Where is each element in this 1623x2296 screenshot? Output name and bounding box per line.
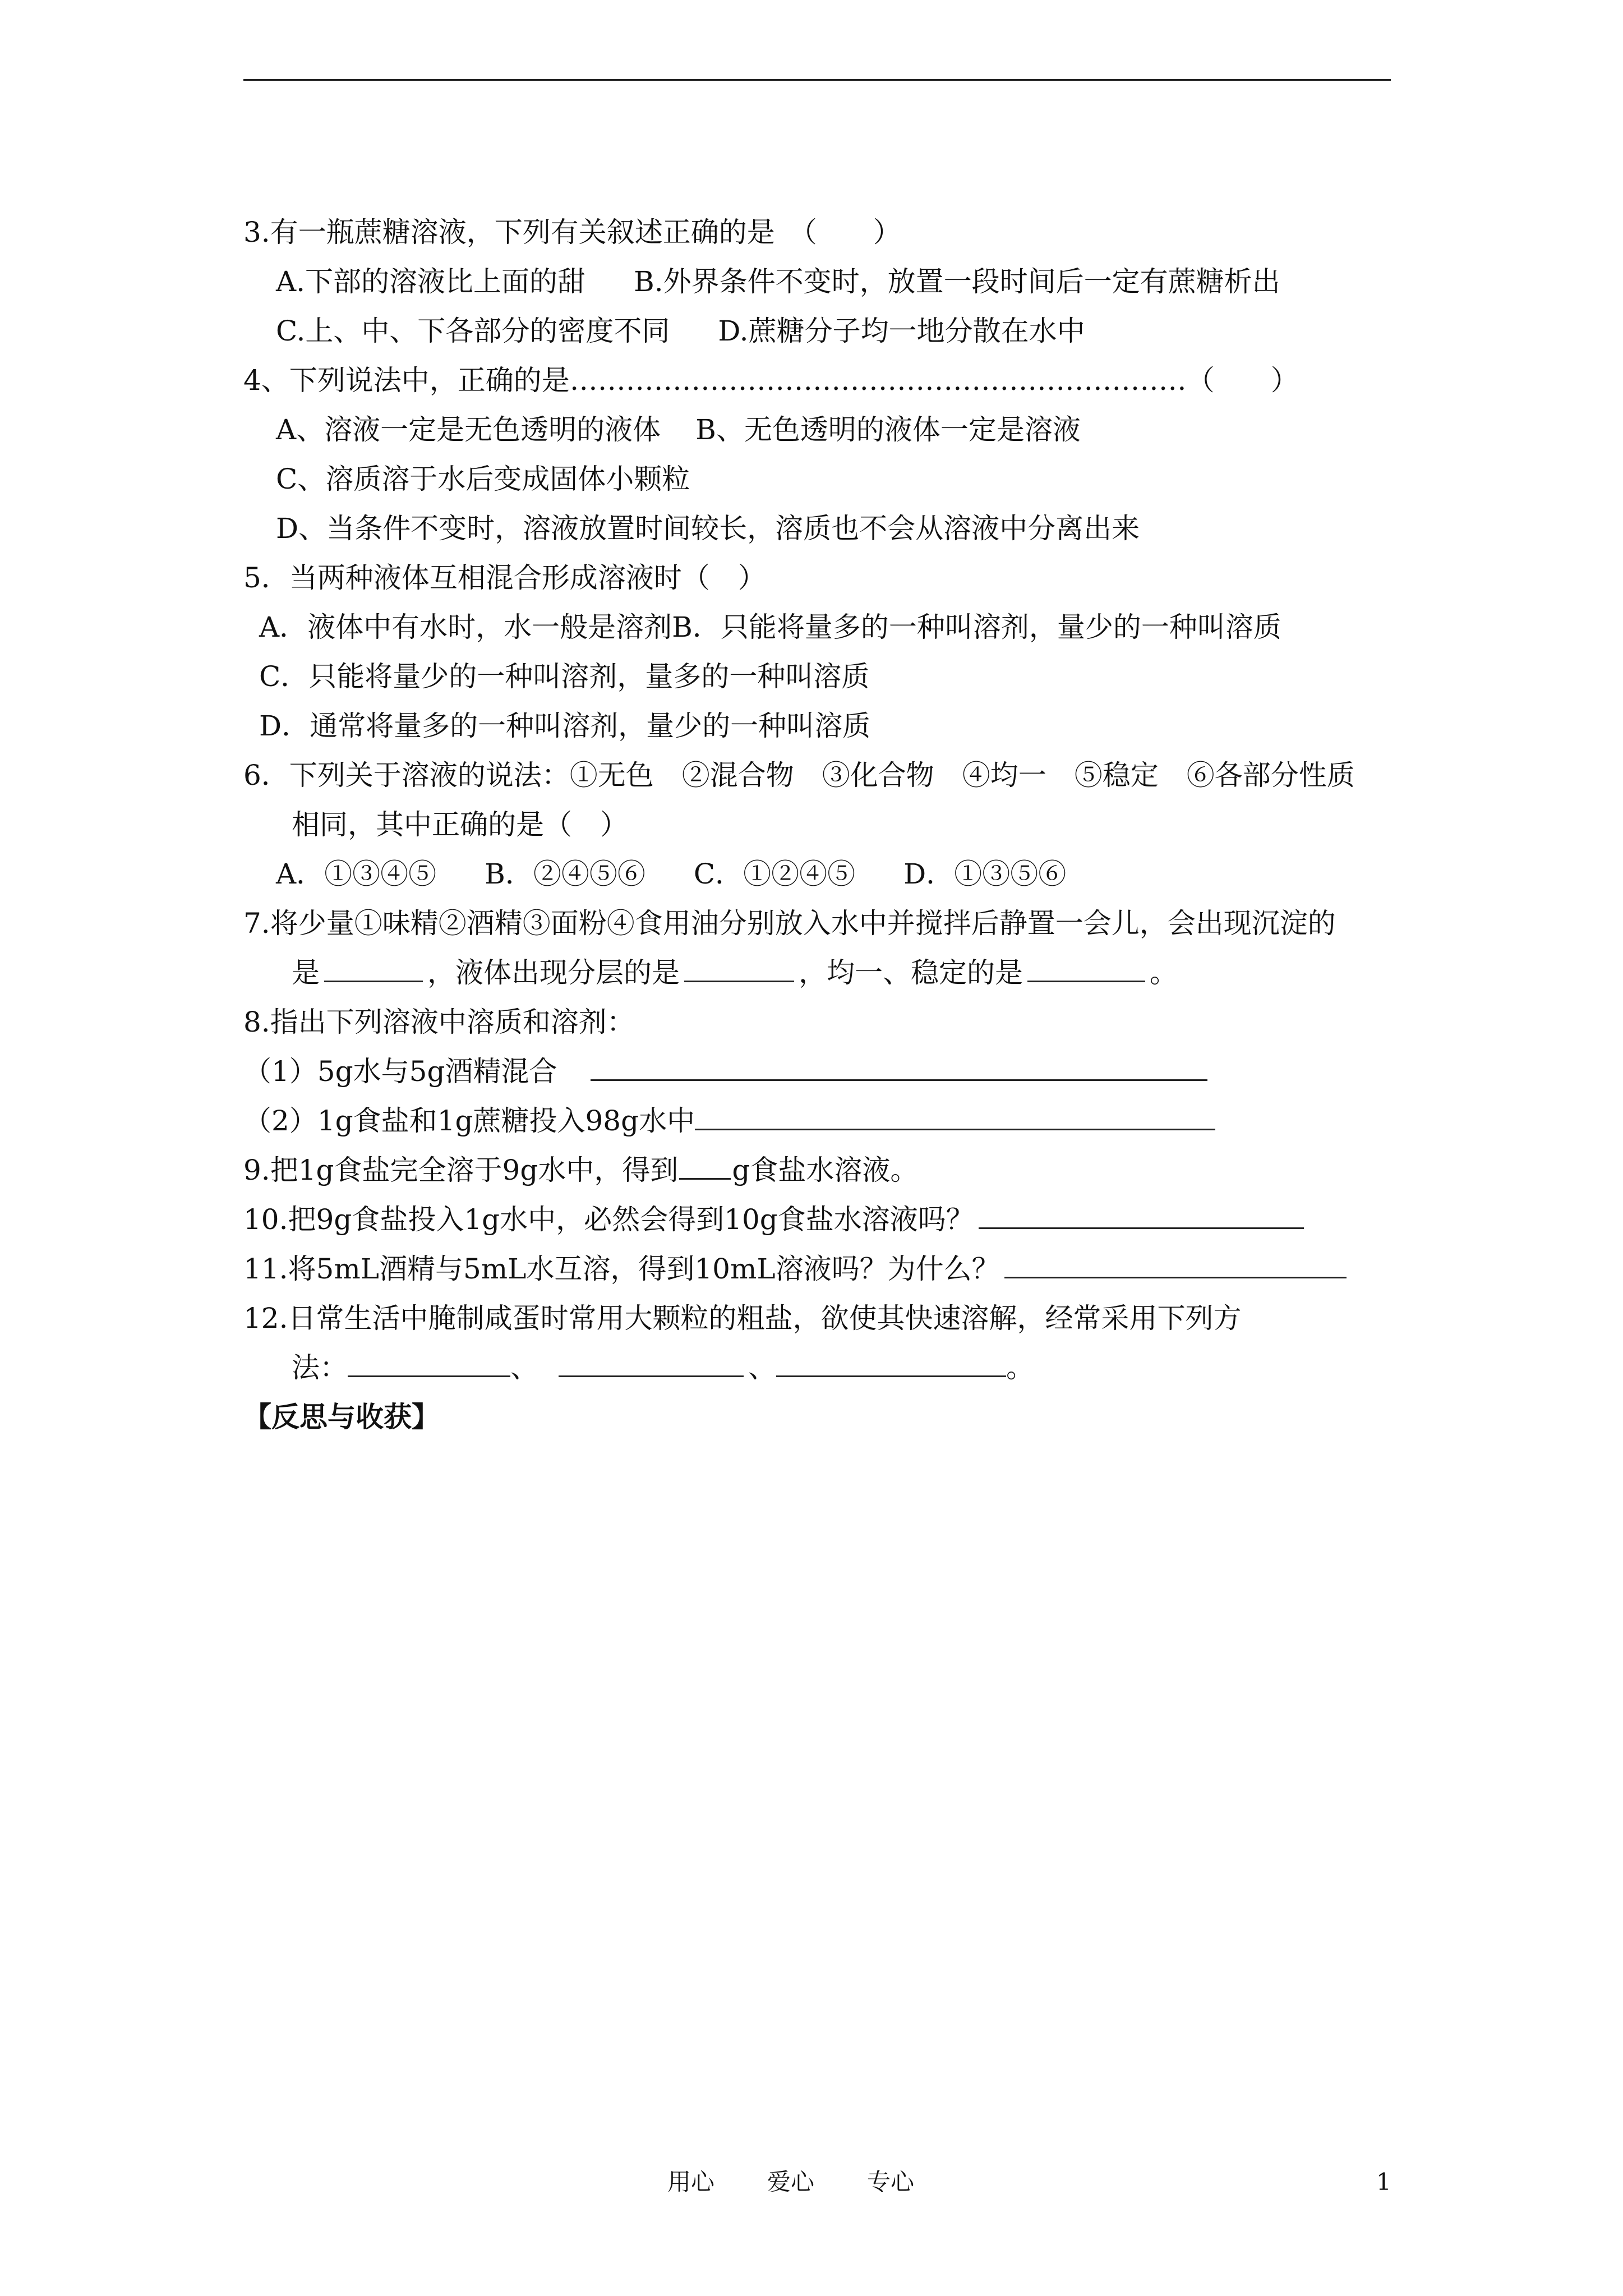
q7-text-3: ，均一、稳定的是 <box>799 956 1023 989</box>
q12-stem-line-2 <box>243 1343 1415 1392</box>
q12-sep-2: 、 <box>748 1351 776 1384</box>
q8-sub-2 <box>243 1096 1415 1145</box>
q5-option-b: B．只能将量多的一种叫溶剂，量少的一种叫溶质 <box>672 611 1281 643</box>
document-body <box>243 208 1415 1442</box>
q5-options-row-1 <box>243 602 1415 652</box>
q7-stem-line-1: 7.将少量①味精②酒精③面粉④食用油分别放入水中并搅拌后静置一会儿，会出现沉淀的 <box>243 907 1336 940</box>
section-reflection-title: 【反思与收获】 <box>243 1401 440 1433</box>
q3-options-row-1 <box>243 257 1415 306</box>
q7-blank-layered[interactable] <box>684 953 794 982</box>
q8-sub-1 <box>243 1047 1415 1096</box>
q3-stem: 3.有一瓶蔗糖溶液，下列有关叙述正确的是 （ ） <box>243 216 901 249</box>
q3-option-d: D.蔗糖分子均一地分散在水中 <box>718 315 1085 347</box>
q8-stem: 8.指出下列溶液中溶质和溶剂： <box>243 1006 635 1038</box>
q7-blank-precipitate[interactable] <box>324 953 423 982</box>
q4-option-a: A、溶液一定是无色透明的液体 <box>276 413 661 446</box>
q6-option-c: C．①②④⑤ <box>693 858 856 890</box>
q8-sub-1-answer-line[interactable] <box>591 1051 1207 1081</box>
q12-end: 。 <box>1006 1351 1034 1384</box>
q8-sub-2-text: （2）1g食盐和1g蔗糖投入98g水中 <box>243 1105 695 1137</box>
q10 <box>243 1195 1415 1244</box>
q11 <box>243 1244 1415 1294</box>
q9 <box>243 1145 1415 1195</box>
q10-answer-line[interactable] <box>979 1199 1304 1229</box>
footer-item-3: 专心 <box>867 2168 915 2196</box>
q5-option-a: A．液体中有水时，水一般是溶剂 <box>259 611 672 643</box>
q7-blank-stable[interactable] <box>1027 953 1145 982</box>
q3-option-a: A.下部的溶液比上面的甜 <box>276 265 586 298</box>
q6-option-d: D．①③⑤⑥ <box>903 858 1067 890</box>
q5-option-c: C．只能将量少的一种叫溶剂，量多的一种叫溶质 <box>259 660 870 693</box>
q12-sep-1: 、 <box>510 1351 538 1384</box>
footer-item-1: 用心 <box>667 2168 715 2196</box>
header-rule <box>243 79 1391 81</box>
q8-sub-1-text: （1）5g水与5g酒精混合 <box>243 1055 557 1088</box>
q8-sub-2-answer-line[interactable] <box>695 1101 1215 1130</box>
q3-option-c: C.上、中、下各部分的密度不同 <box>276 315 670 347</box>
q11-answer-line[interactable] <box>1004 1249 1347 1278</box>
q5-stem: 5．当两种液体互相混合形成溶液时（ ） <box>243 562 766 594</box>
q6-options-row <box>243 849 1415 899</box>
q7-stem-line-2 <box>243 948 1415 997</box>
q5-option-d: D．通常将量多的一种叫溶剂，量少的一种叫溶质 <box>259 710 871 742</box>
q9-text-2: g食盐水溶液。 <box>732 1154 919 1186</box>
q4-option-c: C、溶质溶于水后变成固体小颗粒 <box>276 463 690 495</box>
q9-text-1: 9.把1g食盐完全溶于9g水中，得到 <box>243 1154 679 1186</box>
q12-blank-2[interactable] <box>559 1347 744 1377</box>
q6-option-b: B．②④⑤⑥ <box>485 858 645 890</box>
q6-stem-line-2: 相同，其中正确的是（ ） <box>292 808 628 841</box>
q3-option-b: B.外界条件不变时，放置一段时间后一定有蔗糖析出 <box>634 265 1280 298</box>
q7-text-2: ，液体出现分层的是 <box>427 956 680 989</box>
q3-options-row-2 <box>243 306 1415 356</box>
footer-item-2: 爱心 <box>767 2168 815 2196</box>
q9-blank[interactable] <box>679 1150 731 1180</box>
q4-stem: 4、下列说法中，正确的是…………………………………………………………（ ） <box>243 364 1299 397</box>
q11-text: 11.将5mL酒精与5mL水互溶，得到10mL溶液吗？为什么？ <box>243 1253 1000 1285</box>
q4-option-b: B、无色透明的液体一定是溶液 <box>695 413 1081 446</box>
q6-stem-line-1: 6．下列关于溶液的说法：①无色 ②混合物 ③化合物 ④均一 ⑤稳定 ⑥各部分性质 <box>243 759 1355 792</box>
q7-text-4: 。 <box>1150 956 1178 989</box>
footer-motto <box>667 2166 967 2198</box>
q12-blank-3[interactable] <box>776 1347 1006 1377</box>
q12-blank-1[interactable] <box>348 1347 510 1377</box>
q7-text-1: 是 <box>292 956 320 989</box>
q12-stem-line-1: 12.日常生活中腌制咸蛋时常用大颗粒的粗盐，欲使其快速溶解，经常采用下列方 <box>243 1302 1242 1335</box>
q4-options-row-1 <box>243 405 1415 454</box>
page-number: 1 <box>1376 2168 1391 2196</box>
q10-text: 10.把9g食盐投入1g水中，必然会得到10g食盐水溶液吗？ <box>243 1203 974 1236</box>
q4-option-d: D、当条件不变时，溶液放置时间较长，溶质也不会从溶液中分离出来 <box>276 512 1140 545</box>
q12-text-1: 法： <box>292 1351 348 1384</box>
q6-option-a: A．①③④⑤ <box>276 858 437 890</box>
